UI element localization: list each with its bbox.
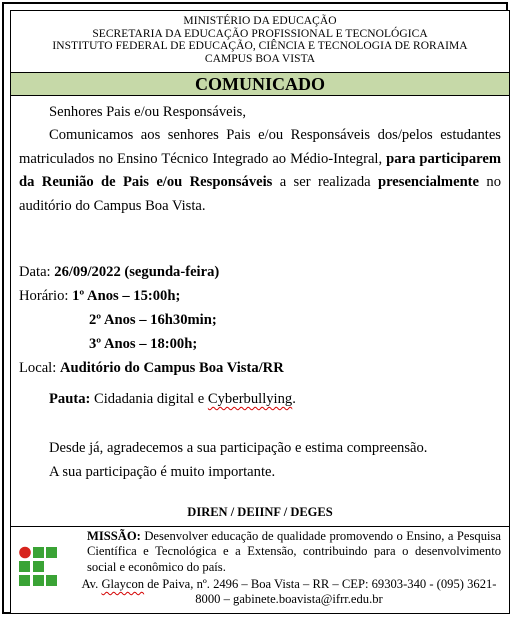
announcement-body <box>19 101 501 218</box>
agenda-term: Cyberbullying <box>207 391 293 407</box>
logo-red-dot <box>19 547 31 559</box>
agenda-label: Pauta: <box>49 391 91 407</box>
logo-block-3 <box>19 561 30 572</box>
time-value-3: 3º Anos – 18:00h; <box>89 336 198 352</box>
place-label: Local: <box>19 360 60 376</box>
logo-block-1 <box>33 547 44 558</box>
header-line-institute: INSTITUTO FEDERAL DE EDUCAÇÃO, CIÊNCIA E TECNOLOGIA DE RORAIMA <box>52 40 468 53</box>
header-line-secretariat: SECRETARIA DA EDUCAÇÃO PROFISSIONAL E TECNOLÓGICA <box>92 27 428 40</box>
institution-header <box>11 15 509 65</box>
outer-frame <box>2 2 508 614</box>
date-row <box>19 260 501 284</box>
closing-line-1: Desde já, agradecemos a sua participação e estima compreensão. <box>49 440 428 456</box>
logo-block-7 <box>46 575 57 586</box>
paragraph-bold-2: presencialmente <box>377 174 480 191</box>
logo-block-5 <box>19 575 30 586</box>
paragraph-bold-1: para participarem da Reunião de Pais e/ou Responsáveis <box>19 150 501 191</box>
main-paragraph <box>19 124 501 218</box>
address-prefix: Av. <box>81 577 102 591</box>
header-line-ministry: MINISTÉRIO DA EDUCAÇÃO <box>183 15 337 27</box>
time-value-2: 2º Anos – 16h30min; <box>89 312 217 328</box>
date-value: 26/09/2022 (segunda-feira) <box>54 264 220 280</box>
time-row-3 <box>19 332 501 356</box>
time-row-2 <box>19 308 501 332</box>
logo-block-6 <box>33 575 44 586</box>
address-rest: de Paiva, nº. 2496 – Boa Vista – RR – CEP: 69303-340 - (095) 3621-8000 – gabinete.boavista@ifrr.edu.br <box>144 577 497 607</box>
time-label: Horário: <box>19 288 73 304</box>
salutation: Senhores Pais e/ou Responsáveis, <box>49 104 246 120</box>
paragraph-text-3: no auditório do Campus Boa Vista. <box>19 174 501 214</box>
closing-line-2: A sua participação é muito importante. <box>49 464 276 480</box>
place-row <box>19 356 501 380</box>
closing-remarks <box>49 436 509 484</box>
place-value: Auditório do Campus Boa Vista/RR <box>59 360 284 376</box>
mission-statement <box>87 529 501 575</box>
logo-block-2 <box>46 547 57 558</box>
ifrr-logo-icon <box>18 546 68 590</box>
paragraph-text-2: a ser realizada <box>272 174 378 191</box>
footer-divider <box>11 526 509 527</box>
meeting-details <box>19 260 501 380</box>
document-page <box>10 10 510 614</box>
directorates-signature: DIREN / DEIINF / DEGES <box>187 505 333 519</box>
contact-address <box>71 577 507 608</box>
title-banner: COMUNICADO <box>11 72 509 96</box>
mission-text: Desenvolver educação de qualidade promovendo o Ensino, a Pesquisa Científica e Tecnológica e a Extensão, contribuindo para o desenvolvimento social e econômico do país. <box>87 529 501 574</box>
agenda-text: Cidadania digital e <box>90 391 208 407</box>
time-row-1 <box>19 284 501 308</box>
header-line-campus: CAMPUS BOA VISTA <box>204 52 316 65</box>
agenda-end: . <box>292 391 296 407</box>
logo-block-4 <box>33 561 44 572</box>
time-value-1: 1º Anos – 15:00h; <box>72 288 181 304</box>
agenda <box>49 388 296 410</box>
address-street: Glaycon <box>101 577 145 591</box>
paragraph-text-1: Comunicamos aos senhores Pais e/ou Responsáveis dos/pelos estudantes matriculados no Ensino Técnico Integrado ao Médio-Integral, <box>19 127 501 167</box>
date-label: Data: <box>19 264 55 280</box>
mission-label: MISSÃO: <box>87 529 145 543</box>
